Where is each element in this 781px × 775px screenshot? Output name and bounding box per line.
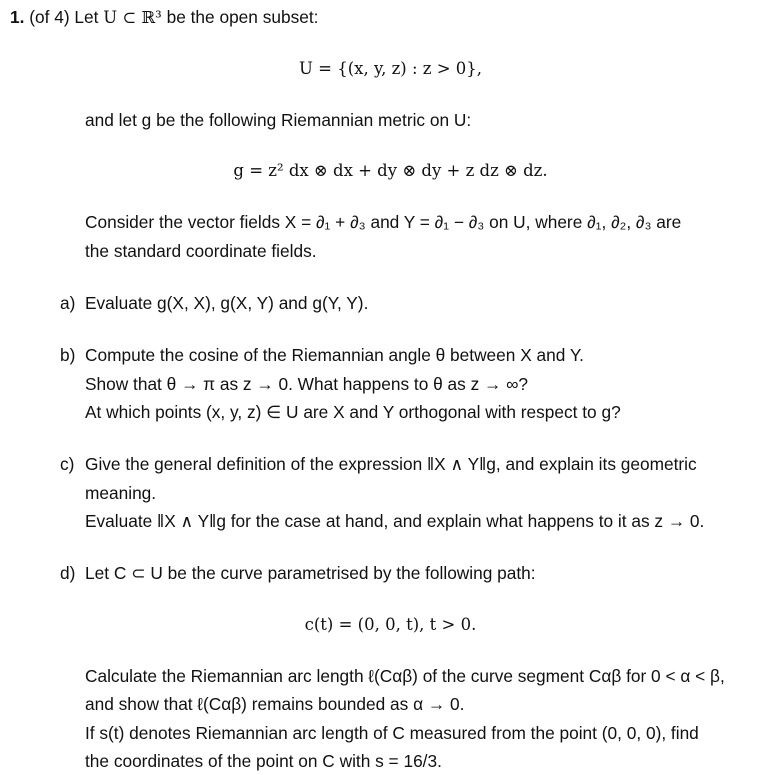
part-a-line-1: Evaluate g(X, X), g(X, Y) and g(Y, Y). (85, 293, 369, 313)
metric-intro: and let g be the following Riemannian metric on U: (85, 110, 472, 130)
part-c-line-3: Evaluate ‖X ∧ Y‖g for the case at hand, and explain what happens to it as z → 0. (85, 511, 705, 531)
vector-fields-line-1: Consider the vector fields X = ∂₁ + ∂₃ and Y = ∂₁ − ∂₃ on U, where ∂₁, ∂₂, ∂₃ are (85, 212, 682, 232)
part-c-line-1: Give the general definition of the expression ‖X ∧ Y‖g, and explain its geometric (85, 454, 697, 474)
part-d-line-3: and show that ℓ(Cαβ) remains bounded as α → 0. (85, 694, 465, 714)
problem-header (10, 6, 318, 29)
part-d-line-1: Let C ⊂ U be the curve parametrised by the following path: (85, 563, 536, 583)
metric-equation: g = z² dx ⊗ dx + dy ⊗ dy + z dz ⊗ dz. (233, 161, 548, 180)
part-b-line-3: At which points (x, y, z) ∈ U are X and Y orthogonal with respect to g? (85, 402, 621, 422)
part-d-line-5: the coordinates of the point on C with s = 16/3. (85, 751, 442, 771)
problem-number: 1. (10, 7, 25, 27)
part-b-line-1: Compute the cosine of the Riemannian angle θ between X and Y. (85, 345, 584, 365)
part-a-label: a) (60, 293, 76, 313)
part-b-label: b) (60, 345, 76, 365)
part-c-label: c) (60, 454, 75, 474)
part-d-path-equation: c(t) = (0, 0, t), t > 0. (304, 615, 477, 634)
part-b-line-2: Show that θ → π as z → 0. What happens to θ as z → ∞? (85, 374, 529, 394)
problem-intro-text: Let (74, 7, 99, 27)
part-d-line-2: Calculate the Riemannian arc length ℓ(Cαβ) of the curve segment Cαβ for 0 < α < β, (85, 666, 725, 686)
part-d-label: d) (60, 563, 76, 583)
vector-fields-line-2: the standard coordinate fields. (85, 241, 317, 261)
problem-intro-tail: be the open subset: (166, 7, 319, 27)
part-d-line-4: If s(t) denotes Riemannian arc length of C measured from the point (0, 0, 0), find (85, 723, 699, 743)
problem-marks: (of 4) (29, 7, 70, 27)
part-c-line-2: meaning. (85, 483, 157, 503)
problem-intro-math: U ⊂ ℝ³ (103, 8, 162, 27)
set-definition-equation: U = {(x, y, z) : z > 0}, (299, 59, 482, 78)
